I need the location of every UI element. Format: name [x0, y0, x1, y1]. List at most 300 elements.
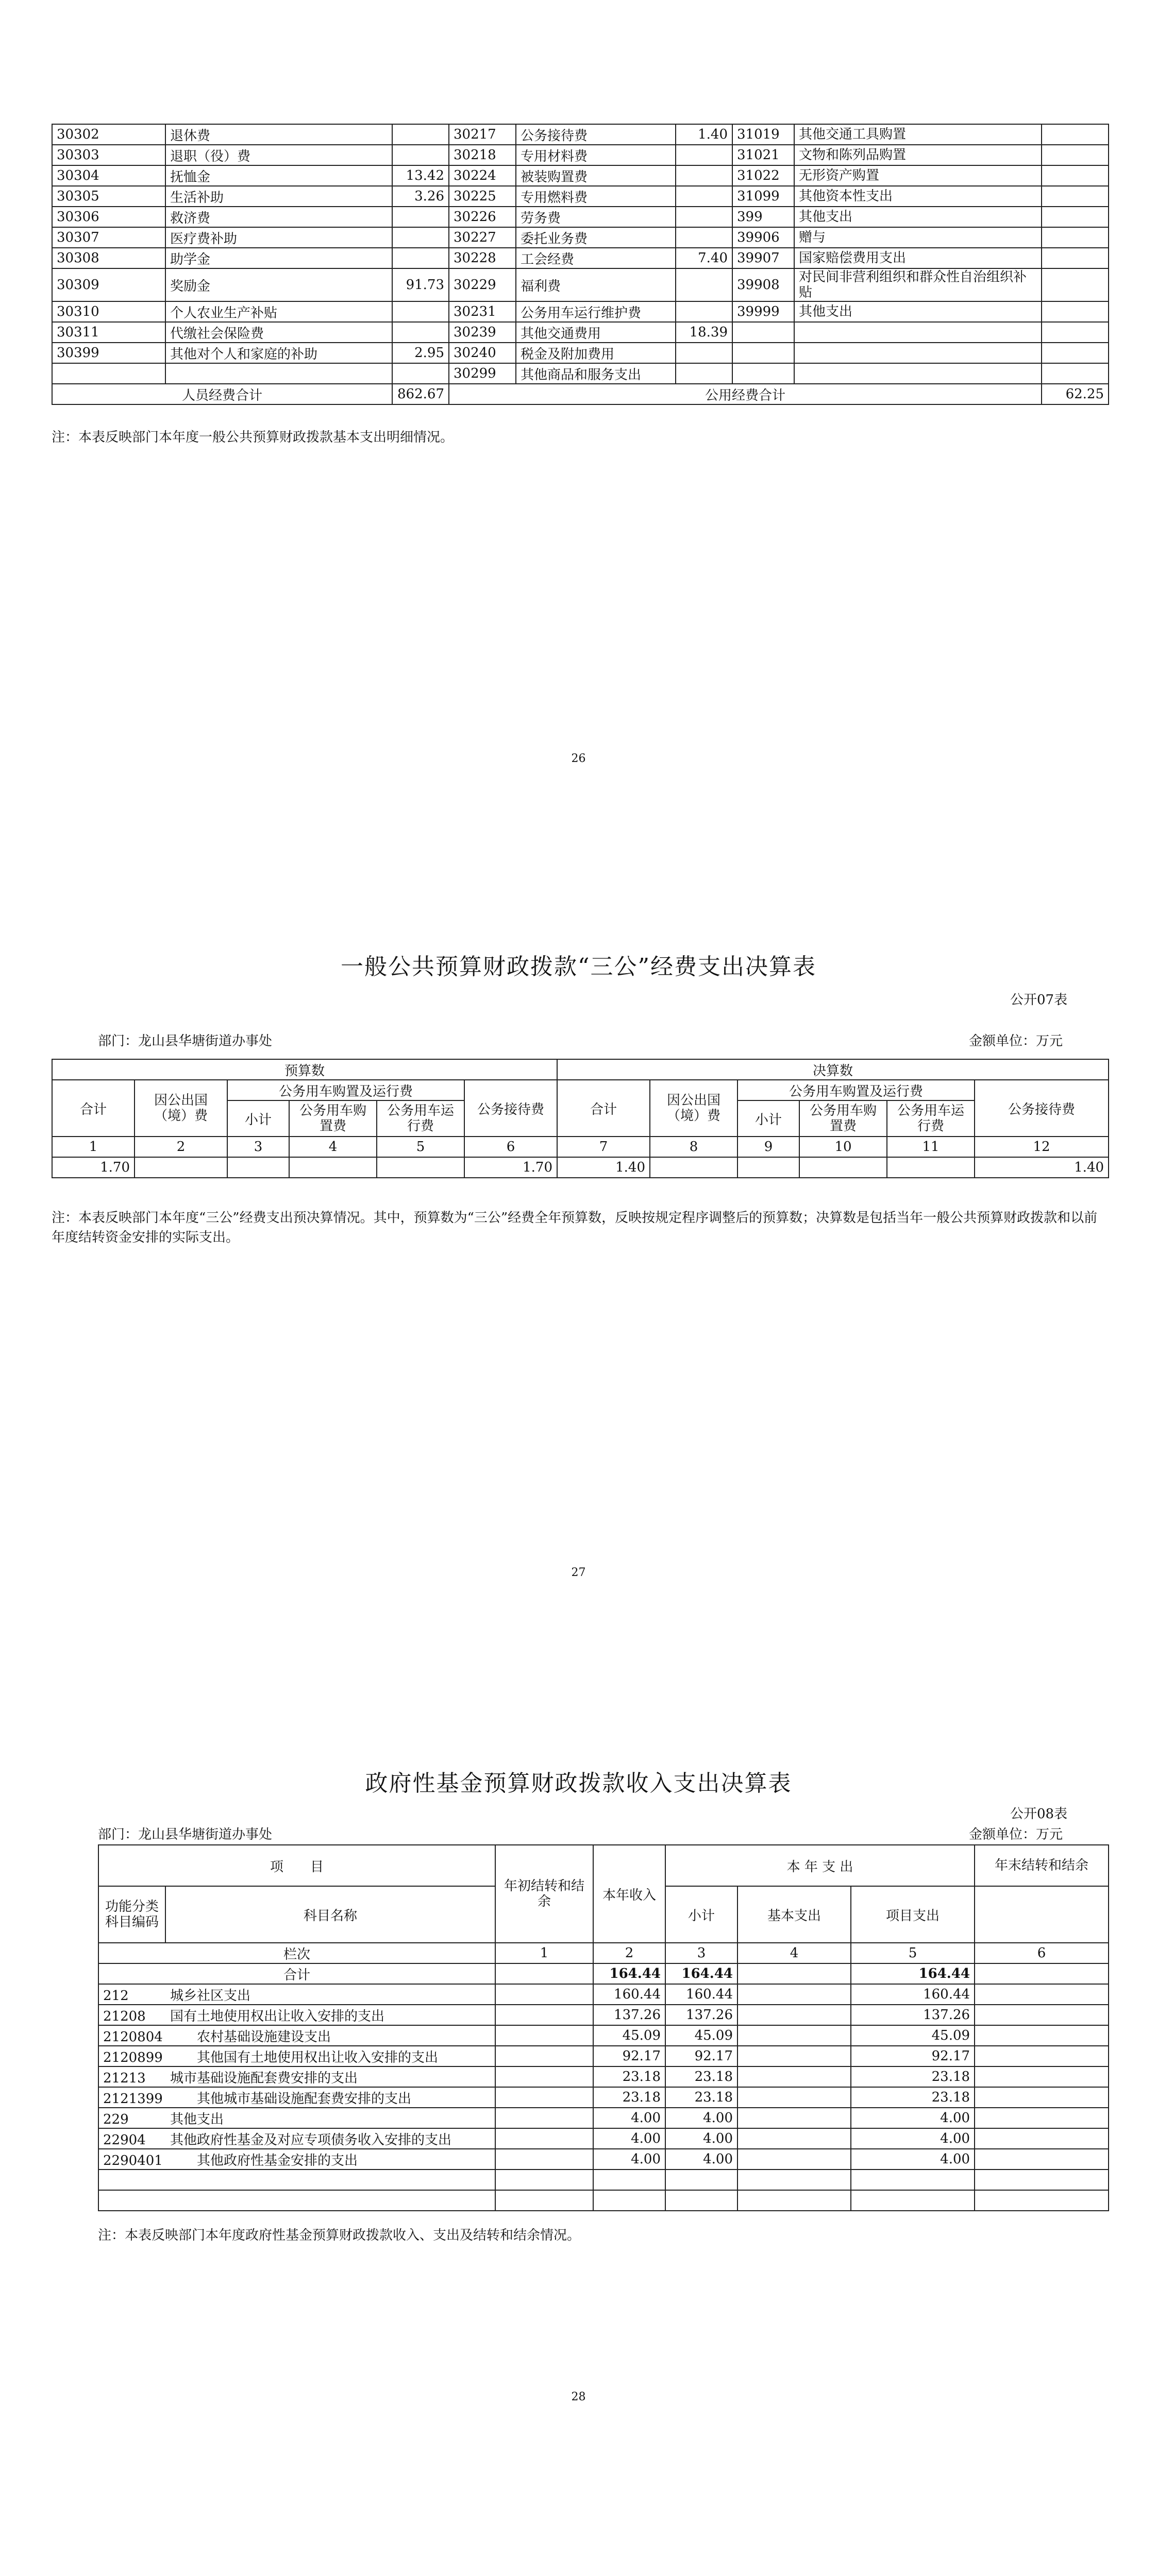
page-title: 政府性基金预算财政拨款收入支出决算表	[365, 1770, 792, 1797]
page-27	[0, 824, 1157, 1649]
table-row	[98, 2066, 1109, 2087]
department-label: 部门：龙山县华塘街道办事处	[98, 1033, 273, 1049]
basic-expense-rows	[52, 124, 1109, 384]
budget-total-header: 合计	[52, 1080, 135, 1137]
table-cell	[1042, 186, 1109, 207]
subject-name: 其他支出	[170, 2111, 224, 2127]
subject-name: 其他政府性基金安排的支出	[170, 2153, 358, 2168]
item-header: 项 目	[98, 1845, 495, 1886]
table-cell: 30305	[52, 186, 165, 207]
code-header: 功能分类科目编码	[98, 1886, 165, 1943]
table-cell: 2.95	[392, 343, 449, 363]
value-cell	[975, 2046, 1109, 2066]
value-cell	[737, 2128, 851, 2149]
public-total-label: 公用经费合计	[449, 384, 1042, 404]
table-cell: 赠与	[794, 227, 1042, 248]
page28-note: 注：本表反映部门本年度政府性基金预算财政拨款收入、支出及结转和结余情况。	[98, 2228, 581, 2243]
total-cell: 164.44	[665, 1963, 737, 1984]
column-number: 10	[799, 1137, 887, 1157]
budget-abroad-header: 因公出国（境）费	[135, 1080, 227, 1137]
subject-code: 2290401	[103, 2153, 163, 2168]
table-row	[52, 165, 1109, 186]
column-number: 3	[227, 1137, 289, 1157]
table-row	[98, 2128, 1109, 2149]
table-cell: 91.73	[392, 268, 449, 301]
table-cell: 30307	[52, 227, 165, 248]
budget-subtotal-header: 小计	[227, 1100, 289, 1137]
value-row	[52, 1157, 1109, 1178]
table-cell: 公务用车运行维护费	[516, 301, 676, 322]
value-cell: 23.18	[665, 2066, 737, 2087]
table-cell	[676, 268, 732, 301]
table-cell: 无形资产购置	[794, 165, 1042, 186]
lanci-label: 栏次	[98, 1943, 495, 1963]
table-cell: 1.40	[676, 124, 732, 145]
value-cell	[737, 1984, 851, 2005]
table-cell: 30304	[52, 165, 165, 186]
table-cell: 被装购置费	[516, 165, 676, 186]
value-cell: 1.70	[464, 1157, 557, 1178]
table-cell: 31099	[732, 186, 794, 207]
budget-header: 预算数	[52, 1059, 557, 1080]
table-cell: 国家赔偿费用支出	[794, 248, 1042, 268]
value-cell: 4.00	[851, 2149, 975, 2170]
value-cell	[737, 2087, 851, 2108]
subject-cell	[98, 2005, 495, 2025]
page27-note: 注：本表反映部门本年度“三公”经费支出预决算情况。其中，预算数为“三公”经费全年预算数，反映按规定程序调整后的预算数；决算数是包括当年一般公共预算财政拨款和以前年度结转资金安排的实际支出。	[52, 1210, 1098, 1245]
table-cell: 30399	[52, 343, 165, 363]
value-cell: 1.40	[557, 1157, 650, 1178]
table-cell: 公务接待费	[516, 124, 676, 145]
table-cell: 30218	[449, 145, 516, 165]
value-cell	[289, 1157, 377, 1178]
table-cell: 其他资本性支出	[794, 186, 1042, 207]
table-row	[98, 2005, 1109, 2025]
subject-cell	[98, 2046, 495, 2066]
column-number-row	[52, 1137, 1109, 1157]
table-cell: 其他支出	[794, 207, 1042, 227]
table-cell: 福利费	[516, 268, 676, 301]
budget-car-header: 公务用车购置及运行费	[227, 1080, 464, 1100]
table-cell: 其他支出	[794, 301, 1042, 322]
value-cell	[495, 2190, 593, 2211]
table-row	[52, 207, 1109, 227]
value-cell: 137.26	[593, 2005, 665, 2025]
subtotal-header: 小计	[665, 1886, 737, 1943]
table-cell	[1042, 227, 1109, 248]
table-cell	[676, 343, 732, 363]
value-cell: 92.17	[665, 2046, 737, 2066]
column-number: 7	[557, 1137, 650, 1157]
page-title: 一般公共预算财政拨款“三公”经费支出决算表	[341, 954, 816, 980]
table-row	[52, 145, 1109, 165]
subject-name: 城市基础设施配套费安排的支出	[170, 2070, 358, 2086]
value-cell: 1.40	[975, 1157, 1109, 1178]
final-total-header: 合计	[557, 1080, 650, 1137]
value-cell: 160.44	[593, 1984, 665, 2005]
table-cell	[392, 248, 449, 268]
subject-cell	[98, 2190, 495, 2211]
table-cell	[165, 363, 392, 384]
value-cell	[851, 2190, 975, 2211]
subject-code: 22904	[103, 2132, 146, 2148]
table-cell: 其他交通费用	[516, 322, 676, 343]
value-cell	[975, 2149, 1109, 2170]
value-cell	[495, 2005, 593, 2025]
value-cell: 4.00	[593, 2149, 665, 2170]
value-cell: 23.18	[851, 2066, 975, 2087]
value-cell: 137.26	[665, 2005, 737, 2025]
table-cell: 30309	[52, 268, 165, 301]
three-public-table	[52, 1059, 1109, 1178]
table-cell: 30239	[449, 322, 516, 343]
table-cell: 31021	[732, 145, 794, 165]
value-cell: 92.17	[593, 2046, 665, 2066]
final-abroad-header: 因公出国（境）费	[650, 1080, 737, 1137]
total-cell	[495, 1963, 593, 1984]
table-cell: 30224	[449, 165, 516, 186]
table-cell: 30302	[52, 124, 165, 145]
value-cell	[495, 2087, 593, 2108]
table-cell	[676, 145, 732, 165]
carry-end-header: 年末结转和结余	[975, 1845, 1109, 1886]
value-cell: 160.44	[665, 1984, 737, 2005]
value-cell	[737, 2046, 851, 2066]
table-cell	[794, 363, 1042, 384]
table-row	[52, 301, 1109, 322]
value-cell	[975, 2170, 1109, 2190]
page-number: 26	[571, 752, 586, 765]
value-cell: 1.70	[52, 1157, 135, 1178]
table-cell: 30217	[449, 124, 516, 145]
table-cell: 医疗费补助	[165, 227, 392, 248]
gov-fund-table	[98, 1844, 1109, 2211]
unit-label: 金额单位：万元	[969, 1827, 1063, 1842]
final-car-header: 公务用车购置及运行费	[737, 1080, 975, 1100]
value-cell	[737, 2170, 851, 2190]
value-cell	[975, 2066, 1109, 2087]
column-number: 2	[593, 1943, 665, 1963]
table-cell	[1042, 322, 1109, 343]
table-cell: 委托业务费	[516, 227, 676, 248]
income-header: 本年收入	[593, 1845, 665, 1943]
value-cell	[495, 2046, 593, 2066]
table-cell	[1042, 301, 1109, 322]
table-cell	[1042, 268, 1109, 301]
value-cell	[737, 2190, 851, 2211]
value-cell	[737, 2025, 851, 2046]
column-number: 11	[887, 1137, 975, 1157]
table-row	[98, 2025, 1109, 2046]
column-number: 4	[737, 1943, 851, 1963]
table-cell: 30240	[449, 343, 516, 363]
budget-reception-header: 公务接待费	[464, 1080, 557, 1137]
value-cell: 45.09	[593, 2025, 665, 2046]
table-cell	[676, 363, 732, 384]
value-cell: 23.18	[665, 2087, 737, 2108]
table-cell	[392, 227, 449, 248]
table-cell: 31022	[732, 165, 794, 186]
subject-cell	[98, 2066, 495, 2087]
value-cell: 92.17	[851, 2046, 975, 2066]
final-header: 决算数	[557, 1059, 1109, 1080]
value-cell	[737, 2149, 851, 2170]
table-row	[98, 2170, 1109, 2190]
unit-label: 金额单位：万元	[969, 1033, 1063, 1049]
table-cell: 生活补助	[165, 186, 392, 207]
table-row	[98, 2087, 1109, 2108]
table-code: 公开07表	[1010, 992, 1068, 1008]
name-header: 科目名称	[165, 1886, 495, 1943]
subject-code: 2120804	[103, 2029, 163, 2045]
value-cell	[495, 2128, 593, 2149]
table-row	[98, 2149, 1109, 2170]
table-row	[52, 343, 1109, 363]
column-number: 8	[650, 1137, 737, 1157]
value-cell: 137.26	[851, 2005, 975, 2025]
table-cell: 救济费	[165, 207, 392, 227]
table-cell	[676, 165, 732, 186]
table-cell	[1042, 207, 1109, 227]
value-cell: 4.00	[665, 2108, 737, 2128]
table-cell: 其他商品和服务支出	[516, 363, 676, 384]
column-number: 9	[737, 1137, 799, 1157]
value-cell	[650, 1157, 737, 1178]
value-cell: 4.00	[593, 2128, 665, 2149]
final-subtotal-header: 小计	[737, 1100, 799, 1137]
value-cell	[227, 1157, 289, 1178]
total-cell	[975, 1963, 1109, 1984]
table-cell	[1042, 343, 1109, 363]
subject-name: 其他城市基础设施配套费安排的支出	[170, 2091, 412, 2107]
value-cell: 160.44	[851, 1984, 975, 2005]
personnel-total-value: 862.67	[392, 384, 449, 404]
table-row	[98, 2190, 1109, 2211]
table-cell: 退职（役）费	[165, 145, 392, 165]
total-cell	[737, 1963, 851, 1984]
table-cell: 7.40	[676, 248, 732, 268]
table-cell	[1042, 248, 1109, 268]
subject-cell	[98, 1984, 495, 2005]
table-cell: 30228	[449, 248, 516, 268]
table-cell: 其他对个人和家庭的补助	[165, 343, 392, 363]
table-cell	[676, 227, 732, 248]
column-number: 3	[665, 1943, 737, 1963]
value-cell: 4.00	[851, 2108, 975, 2128]
table-row	[52, 186, 1109, 207]
value-cell	[665, 2170, 737, 2190]
table-cell	[676, 301, 732, 322]
page-29	[0, 2473, 1157, 2576]
basic-header: 基本支出	[737, 1886, 851, 1943]
basic-expense-total-row	[52, 384, 1109, 404]
page26-note: 注：本表反映部门本年度一般公共预算财政拨款基本支出明细情况。	[52, 430, 454, 445]
table-cell: 39907	[732, 248, 794, 268]
subject-cell	[98, 2025, 495, 2046]
table-cell	[732, 363, 794, 384]
value-cell	[975, 2128, 1109, 2149]
column-number: 6	[464, 1137, 557, 1157]
table-cell	[1042, 363, 1109, 384]
table-cell	[676, 186, 732, 207]
total-cell: 164.44	[593, 1963, 665, 1984]
value-cell	[665, 2190, 737, 2211]
table-cell: 文物和陈列品购置	[794, 145, 1042, 165]
department-label: 部门：龙山县华塘街道办事处	[98, 1827, 273, 1842]
value-cell	[495, 2108, 593, 2128]
value-cell: 4.00	[665, 2149, 737, 2170]
table-cell: 39908	[732, 268, 794, 301]
table-row	[52, 363, 1109, 384]
table-cell: 工会经费	[516, 248, 676, 268]
gov-fund-rows	[98, 1984, 1109, 2211]
table-cell: 30303	[52, 145, 165, 165]
table-cell	[1042, 124, 1109, 145]
value-cell	[737, 1157, 799, 1178]
value-cell: 4.00	[851, 2128, 975, 2149]
table-cell: 专用燃料费	[516, 186, 676, 207]
value-cell	[851, 2170, 975, 2190]
page-number: 28	[571, 2391, 586, 2403]
table-cell	[794, 322, 1042, 343]
column-number: 6	[975, 1943, 1109, 1963]
table-cell: 39906	[732, 227, 794, 248]
table-code: 公开08表	[1010, 1806, 1068, 1822]
table-row	[52, 268, 1109, 301]
value-cell	[887, 1157, 975, 1178]
carry-begin-header: 年初结转和结余	[495, 1845, 593, 1943]
table-row	[52, 248, 1109, 268]
table-cell: 30229	[449, 268, 516, 301]
value-cell	[495, 2170, 593, 2190]
table-cell: 30226	[449, 207, 516, 227]
table-cell: 助学金	[165, 248, 392, 268]
value-cell: 4.00	[593, 2108, 665, 2128]
public-total-value: 62.25	[1042, 384, 1109, 404]
table-cell: 30310	[52, 301, 165, 322]
page-26	[0, 0, 1157, 824]
value-cell	[799, 1157, 887, 1178]
table-cell	[392, 322, 449, 343]
table-cell: 个人农业生产补贴	[165, 301, 392, 322]
table-cell: 30308	[52, 248, 165, 268]
column-number: 1	[52, 1137, 135, 1157]
table-cell: 对民间非营利组织和群众性自治组织补贴	[794, 268, 1042, 301]
table-cell: 抚恤金	[165, 165, 392, 186]
basic-expense-table	[52, 124, 1109, 405]
value-cell: 45.09	[665, 2025, 737, 2046]
table-cell: 18.39	[676, 322, 732, 343]
table-cell: 专用材料费	[516, 145, 676, 165]
table-cell: 奖励金	[165, 268, 392, 301]
column-number: 2	[135, 1137, 227, 1157]
column-number-row	[98, 1943, 1109, 1963]
subject-code: 212	[103, 1988, 129, 2004]
table-cell	[1042, 165, 1109, 186]
value-cell: 4.00	[665, 2128, 737, 2149]
budget-car-buy-header: 公务用车购置费	[289, 1100, 377, 1137]
table-cell: 税金及附加费用	[516, 343, 676, 363]
table-cell	[52, 363, 165, 384]
table-cell	[392, 301, 449, 322]
value-cell	[495, 2025, 593, 2046]
column-number: 1	[495, 1943, 593, 1963]
total-label: 合计	[98, 1963, 495, 1984]
table-cell: 3.26	[392, 186, 449, 207]
subject-code: 21208	[103, 2008, 146, 2024]
subject-cell	[98, 2149, 495, 2170]
value-cell	[737, 2005, 851, 2025]
subject-code: 229	[103, 2111, 129, 2127]
value-cell	[975, 2025, 1109, 2046]
table-row	[52, 227, 1109, 248]
table-cell	[392, 145, 449, 165]
expense-header: 本 年 支 出	[665, 1845, 975, 1886]
table-cell: 30299	[449, 363, 516, 384]
subject-name: 其他国有土地使用权出让收入安排的支出	[170, 2049, 439, 2065]
personnel-total-label: 人员经费合计	[52, 384, 392, 404]
table-cell	[732, 343, 794, 363]
total-row	[98, 1963, 1109, 1984]
table-row	[98, 2046, 1109, 2066]
value-cell	[737, 2108, 851, 2128]
subject-cell	[98, 2108, 495, 2128]
value-cell: 23.18	[851, 2087, 975, 2108]
subject-name: 其他政府性基金及对应专项债务收入安排的支出	[170, 2132, 452, 2148]
value-cell	[593, 2190, 665, 2211]
table-cell: 代缴社会保险费	[165, 322, 392, 343]
value-cell	[135, 1157, 227, 1178]
table-cell: 劳务费	[516, 207, 676, 227]
table-cell: 30225	[449, 186, 516, 207]
table-cell: 30227	[449, 227, 516, 248]
value-cell	[975, 2190, 1109, 2211]
value-cell	[975, 1984, 1109, 2005]
table-cell: 30311	[52, 322, 165, 343]
table-row	[98, 2108, 1109, 2128]
table-cell	[392, 124, 449, 145]
value-cell: 45.09	[851, 2025, 975, 2046]
table-cell: 其他交通工具购置	[794, 124, 1042, 145]
value-cell	[495, 1984, 593, 2005]
column-number: 12	[975, 1137, 1109, 1157]
value-cell	[593, 2170, 665, 2190]
value-cell	[737, 2066, 851, 2087]
column-number: 5	[851, 1943, 975, 1963]
subject-code: 2120899	[103, 2049, 163, 2065]
column-number: 4	[289, 1137, 377, 1157]
table-cell	[392, 207, 449, 227]
subject-code: 2121399	[103, 2091, 163, 2107]
table-cell: 30306	[52, 207, 165, 227]
value-cell	[975, 2087, 1109, 2108]
table-cell	[794, 343, 1042, 363]
subject-name: 国有土地使用权出让收入安排的支出	[170, 2008, 385, 2024]
final-car-run-header: 公务用车运行费	[887, 1100, 975, 1137]
table-cell: 13.42	[392, 165, 449, 186]
value-cell: 23.18	[593, 2066, 665, 2087]
table-cell: 30231	[449, 301, 516, 322]
value-cell	[975, 2005, 1109, 2025]
subject-name: 农村基础设施建设支出	[170, 2029, 331, 2045]
value-cell	[495, 2149, 593, 2170]
budget-car-run-header: 公务用车运行费	[377, 1100, 464, 1137]
table-cell	[732, 322, 794, 343]
subject-cell	[98, 2128, 495, 2149]
table-cell: 退休费	[165, 124, 392, 145]
table-cell	[676, 207, 732, 227]
subject-cell	[98, 2087, 495, 2108]
